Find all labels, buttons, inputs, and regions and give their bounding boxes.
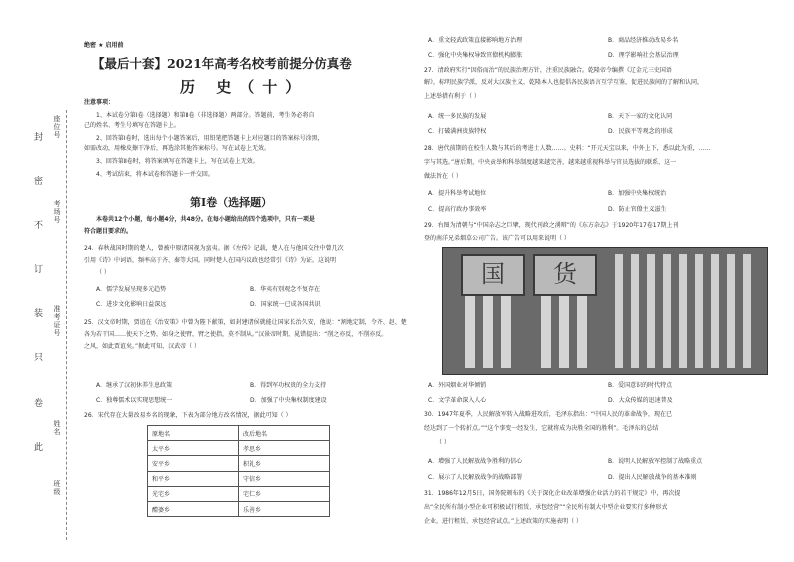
option-d[interactable]: D．国家统一已成各国共识 <box>250 301 321 308</box>
option-c[interactable]: C．打破满洲贵族特权 <box>428 128 487 135</box>
option-a[interactable]: A．继承了汉初休养生息政策 <box>96 382 173 389</box>
option-b[interactable]: B．商品经济推动改易乡名 <box>608 37 679 44</box>
option-a[interactable]: A．外国烟业对华倾销 <box>428 382 487 389</box>
answer-blank: （ ） <box>96 269 110 276</box>
table-row <box>148 501 330 516</box>
option-c[interactable]: C．进步文化影响日益深远 <box>96 301 167 308</box>
question-stem: 28．唐代前期的在校生人数与其后的考进士人数……。史料：“开元天宝以来，中外上下，悉以此为重，…… <box>424 145 711 152</box>
option-d[interactable]: D．民族平等观念的形成 <box>608 128 673 135</box>
notes-line: 如需改动，用橡皮擦干净后，再选涂其他答案标号。写在试卷上无效。 <box>84 145 271 152</box>
option-a[interactable]: A．提升科举考试地位 <box>428 190 487 197</box>
option-d[interactable]: D．防止官僚主义滋生 <box>608 206 667 213</box>
option-a[interactable]: A．增强了人民解放战争胜利的信心 <box>428 458 523 465</box>
ad-text-column <box>631 254 639 368</box>
question-stem: 29．右图为清朝与“中国杂志之巨擘，现代刊政之湧辩”的《东方杂志》于1920年17卷17期上刊 <box>424 222 679 229</box>
ad-text-column <box>711 254 719 368</box>
option-b[interactable]: B．加强中央集权统治 <box>608 190 667 197</box>
question-stem: 25．汉文帝时期，贾谊在《治安策》中曾为陛下献策，如封建诸侯就能让国家长治久安，他说：“割地定制，令齐、赵、楚 <box>84 319 407 326</box>
ad-text-column <box>647 254 655 368</box>
name-field-label: 姓名 <box>53 420 61 436</box>
notes-line: 1、本试卷分第Ⅰ卷（选择题）和第Ⅱ卷（非选择题）两部分。答题前，考生务必将自 <box>96 112 315 119</box>
table-row <box>148 441 330 456</box>
table-cell: 光宅乡 <box>148 486 239 501</box>
table-header-cell: 改后地名 <box>239 426 330 441</box>
question-stem: 做法旨在（ ） <box>424 173 462 180</box>
question-stem: 26．宋代存在大量改易乡名的现象，下表为部分地方改名情况，据此可知（ ） <box>84 412 292 419</box>
option-a[interactable]: A．统一多民族的发展 <box>428 113 487 120</box>
notes-line: 3、回答第Ⅱ卷时，将答案填写在答题卡上，写在试卷上无效。 <box>96 158 259 165</box>
notes-line: 4、考试结束，将本试卷和答题卡一并交回。 <box>96 171 214 178</box>
seat-number-label: 座位号 <box>53 115 61 139</box>
table-cell: 安平乡 <box>148 456 239 471</box>
section-intro: 本卷共12个小题，每小题4分，共48分。在每小题给出的四个选项中，只有一项是 <box>96 216 315 223</box>
seal-char: 此 <box>34 443 44 453</box>
table-row <box>148 471 330 486</box>
option-c[interactable]: C．强化中央集权导致官僚机构膨胀 <box>428 52 523 59</box>
question-stem: 登的南洋兄弟烟草公司广告。该广告可以用来说明（ ） <box>424 235 570 242</box>
ad-text-column <box>663 254 671 368</box>
notes-heading: 注意事项： <box>84 99 115 106</box>
option-c[interactable]: C．独尊儒术以实现思想统一 <box>96 397 173 404</box>
question-stem: 字与其选。”唐后期，中央贡举和科举制度越来越完善，越来越重视科举与官员选拔的联系，这一 <box>424 159 677 166</box>
question-stem: 经达到了一个转折点。”“这个事变一经发生，它就将成为决胜全国的胜利”。毛泽东的总结 <box>424 425 659 432</box>
question-stem: 企业，进行租赁、承包经营试点。”上述政策的实施表明（ ） <box>424 518 583 525</box>
question-stem: 各为若干国……使天下之势，如身之使臂，臂之使指，莫不制从。”汉景帝时期，晁错提出：“削之亦反，不削亦反。 <box>84 331 388 338</box>
notes-line: 己的姓名、考生号填写在答题卡上。 <box>84 122 181 129</box>
subject-title: 历 史（十） <box>180 78 309 96</box>
ad-text-column <box>695 254 703 368</box>
ad-text-column <box>541 296 551 368</box>
table-row <box>148 486 330 501</box>
ad-text-column <box>559 296 569 368</box>
option-b[interactable]: B．华夷有别观念不复存在 <box>250 286 321 293</box>
question-stem: 解》，标明民族学派，反对大汉族主义，乾隆本人也提倡各民族语言互学互鉴，促进民族间的了解和认同， <box>424 79 704 86</box>
option-a[interactable]: A．重文轻武政策直接影响地方治理 <box>428 37 523 44</box>
ad-text-column <box>615 254 623 368</box>
admission-number-label: 准考证号 <box>53 305 61 337</box>
option-d[interactable]: D．提出人民解放战争的基本准则 <box>608 474 697 481</box>
ad-text-column <box>743 254 751 368</box>
ad-character-box: 货 <box>533 254 597 296</box>
class-field-label: 班级 <box>53 480 61 496</box>
option-b[interactable]: B．得到军功权贵的全力支持 <box>250 382 327 389</box>
ad-text-column <box>483 296 493 368</box>
table-header-cell: 原地名 <box>148 426 239 441</box>
table-cell: 醴婆乡 <box>148 501 239 516</box>
option-b[interactable]: B．爱国意识的时代特点 <box>608 382 673 389</box>
seal-char: 不 <box>34 221 44 231</box>
option-b[interactable]: B．说明人民解放军控制了战略重点 <box>608 458 703 465</box>
question-stem: 30．1947年夏季，人民解放军转入战略进攻后，毛泽东指出：“中国人民的革命战争，现在已 <box>424 411 673 418</box>
seal-char: 密 <box>34 177 44 187</box>
option-d[interactable]: D．理学影响社会基层治理 <box>608 52 679 59</box>
section-title: 第Ⅰ卷（选择题） <box>190 196 273 209</box>
binding-dashed-line <box>66 110 67 540</box>
table-cell: 宅仁乡 <box>239 486 330 501</box>
section-intro: 符合题目要求的。 <box>84 228 133 235</box>
exam-room-label: 考场号 <box>53 200 61 224</box>
ad-text-column <box>679 254 687 368</box>
seal-char: 装 <box>34 309 44 319</box>
option-b[interactable]: B．天下一家的文化认同 <box>608 113 673 120</box>
ad-text-column <box>577 296 587 368</box>
seal-char: 卷 <box>34 399 44 409</box>
ad-text-column <box>727 254 735 368</box>
question-stem: 31．1986年12月5日，国务院颁布的《关于深化企业改革增强企业活力的若干规定》中，再次提 <box>424 490 681 497</box>
option-c[interactable]: C．提高行政办事效率 <box>428 206 487 213</box>
question-stem: 24．春秋战国时期的楚人，曾被中原诸国视为蛮夷。据《左传》记载，楚人在与他国交往中曾几次 <box>84 245 344 252</box>
option-c[interactable]: C．展示了人民解放战争的战略部署 <box>428 474 523 481</box>
table-row <box>148 456 330 471</box>
option-c[interactable]: C．文学革命深入人心 <box>428 397 487 404</box>
advertisement-image <box>442 247 768 375</box>
option-d[interactable]: D．加强了中央集权制度建设 <box>250 397 327 404</box>
ad-text-column <box>465 296 475 368</box>
question-stem: 出“全民所有制小型企业可积极试行租赁、承包经营”“全民所有制大中型企业要实行多种形式 <box>424 504 668 511</box>
table-cell: 太平乡 <box>148 441 239 456</box>
question-stem: 上述举措有利于（ ） <box>424 93 480 100</box>
seal-char: 只 <box>34 353 44 363</box>
question-stem: 引用《诗》中词语，频率高于齐、秦等大国。同时楚人在国内议政也经常引《诗》为证。这说明 <box>84 257 337 264</box>
question-stem: 之风，如此贾谊矣。”据此可知，汉武帝（ ） <box>84 343 201 350</box>
table-header-row <box>148 426 330 441</box>
confidential-mark: 绝密 ★ 启用前 <box>84 42 124 49</box>
exam-title: 【最后十套】2021年高考名校考前提分仿真卷 <box>92 56 352 71</box>
option-a[interactable]: A．儒学发展呈现多元趋势 <box>96 286 167 293</box>
table-cell: 守信乡 <box>239 471 330 486</box>
ad-text-column <box>501 296 511 368</box>
question-stem: 27．清政府实行“因俗而治”的民族治理方针，注重民族融合。乾隆帝令编撰《辽金元三史国语 <box>424 67 672 74</box>
table-cell: 和平乡 <box>148 471 239 486</box>
notes-line: 2、回答第Ⅰ卷时，选出每个小题答案后，用铅笔把答题卡上对应题目的答案标号涂黑， <box>96 135 324 142</box>
question-stem: （ ） <box>436 439 450 446</box>
seal-char: 订 <box>34 265 44 275</box>
seal-char: 封 <box>34 133 44 143</box>
table-cell: 积礼乡 <box>239 456 330 471</box>
table-cell: 孝思乡 <box>239 441 330 456</box>
option-d[interactable]: D．大众传媒的迅速普及 <box>608 397 673 404</box>
table-cell: 乐善乡 <box>239 501 330 516</box>
ad-character-box: 国 <box>461 254 525 296</box>
place-name-table <box>147 425 330 517</box>
